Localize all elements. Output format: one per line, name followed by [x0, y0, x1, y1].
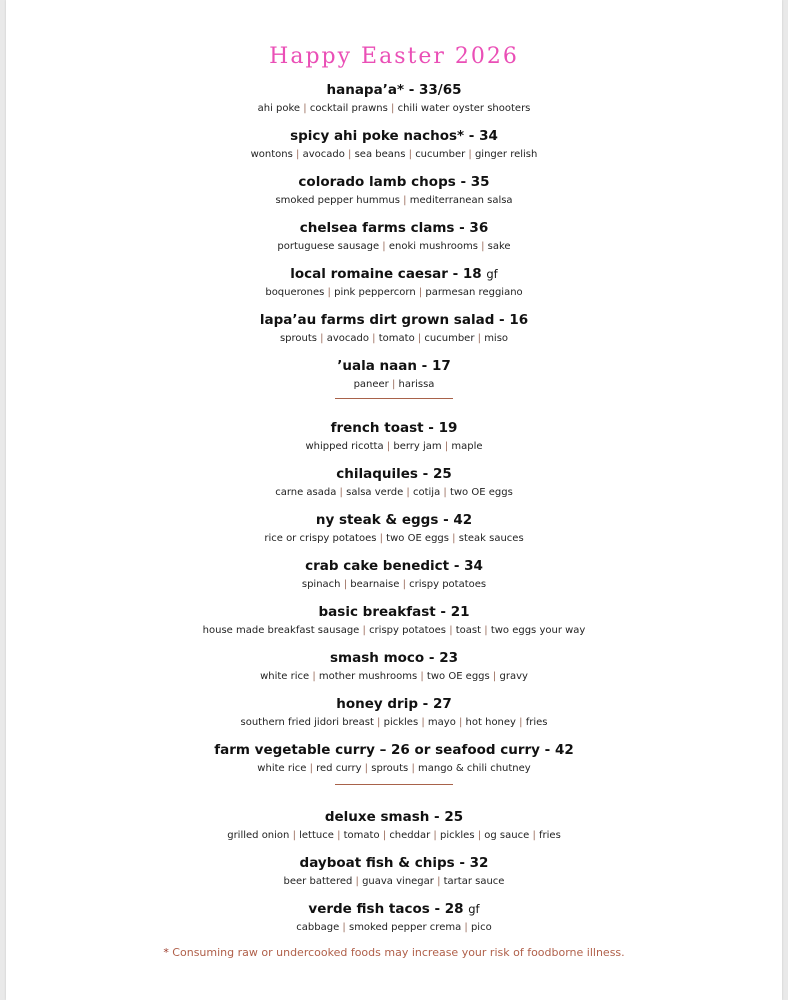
- ingredient: bearnaise: [350, 579, 400, 590]
- ingredient: wontons: [250, 149, 293, 160]
- ingredient-separator: |: [474, 333, 485, 344]
- ingredient: red curry: [316, 763, 362, 774]
- ingredient: mayo: [427, 717, 456, 728]
- ingredient: avocado: [302, 149, 345, 160]
- menu-item: [6, 510, 782, 556]
- menu-item-name: [6, 218, 782, 240]
- ingredient: miso: [484, 333, 509, 344]
- ingredient-separator: |: [465, 149, 475, 160]
- menu-item-name: [6, 80, 782, 102]
- ingredient: toast: [455, 625, 482, 636]
- ingredient: crispy potatoes: [369, 625, 447, 636]
- menu-section-starters: [6, 80, 782, 402]
- ingredient-separator: |: [376, 533, 387, 544]
- menu-item-name: [6, 464, 782, 486]
- menu-item-description: [6, 148, 782, 172]
- ingredient-separator: |: [399, 579, 410, 590]
- ingredient-separator: |: [399, 195, 410, 206]
- ingredient-separator: |: [430, 830, 440, 841]
- ingredient-separator: |: [336, 487, 347, 498]
- ingredient-separator: |: [408, 763, 419, 774]
- ingredient-separator: |: [317, 333, 327, 344]
- ingredient: mother mushrooms: [318, 671, 418, 682]
- ingredient-separator: |: [477, 241, 488, 252]
- ingredient-separator: |: [352, 876, 363, 887]
- ingredient: cotija: [412, 487, 441, 498]
- menu-item: [6, 218, 782, 264]
- ingredient-separator: |: [292, 149, 303, 160]
- menu-item-name: [6, 172, 782, 194]
- menu-list: [6, 80, 782, 945]
- menu-item-description: [6, 532, 782, 556]
- ingredient-separator: |: [359, 625, 370, 636]
- menu-item-title: basic breakfast - 21: [318, 604, 470, 620]
- menu-item: [6, 264, 782, 310]
- ingredient-separator: |: [388, 379, 399, 390]
- ingredient: grilled onion: [227, 830, 290, 841]
- menu-item-description: [6, 440, 782, 464]
- ingredient: pink peppercorn: [334, 287, 416, 298]
- menu-item-name: [6, 807, 782, 829]
- ingredient: sea beans: [354, 149, 406, 160]
- menu-item-description: [6, 762, 782, 786]
- menu-item-description: [6, 332, 782, 356]
- ingredient: mango & chili chutney: [418, 763, 531, 774]
- menu-item-name: [6, 899, 782, 921]
- ingredient-separator: |: [309, 671, 319, 682]
- ingredient: pico: [470, 922, 492, 933]
- ingredient-separator: |: [405, 149, 416, 160]
- ingredient: pickles: [383, 717, 419, 728]
- menu-item-title: dayboat fish & chips - 32: [299, 855, 489, 871]
- menu-item-description: [6, 829, 782, 853]
- ingredient: white rice: [260, 671, 310, 682]
- ingredient: cocktail prawns: [309, 103, 388, 114]
- ingredient: chili water oyster shooters: [397, 103, 531, 114]
- ingredient-separator: |: [417, 671, 427, 682]
- menu-item: [6, 80, 782, 126]
- section-divider: [335, 784, 453, 785]
- ingredient-separator: |: [529, 830, 539, 841]
- ingredient: pickles: [439, 830, 475, 841]
- menu-item-name: [6, 418, 782, 440]
- ingredient: sprouts: [279, 333, 317, 344]
- ingredient: ahi poke: [257, 103, 301, 114]
- menu-item-title: deluxe smash - 25: [324, 809, 464, 825]
- ingredient: gravy: [499, 671, 528, 682]
- ingredient-separator: |: [461, 922, 471, 933]
- gluten-free-tag: gf: [468, 902, 480, 916]
- menu-item: [6, 356, 782, 402]
- ingredient: two OE eggs: [386, 533, 449, 544]
- menu-section-breakfast: [6, 418, 782, 786]
- menu-item-name: [6, 556, 782, 578]
- ingredient-separator: |: [489, 671, 500, 682]
- menu-item-title: chelsea farms clams - 36: [299, 220, 489, 236]
- menu-item: [6, 172, 782, 218]
- menu-item-description: [6, 716, 782, 740]
- ingredient: ginger relish: [474, 149, 538, 160]
- menu-item-description: [6, 194, 782, 218]
- menu-item-title: lapa’au farms dirt grown salad - 16: [259, 312, 529, 328]
- ingredient-separator: |: [373, 717, 384, 728]
- ingredient-separator: |: [289, 830, 300, 841]
- ingredient: smoked pepper crema: [348, 922, 462, 933]
- ingredient-separator: |: [306, 763, 317, 774]
- ingredient-separator: |: [515, 717, 526, 728]
- ingredient-separator: |: [379, 830, 390, 841]
- ingredient: og sauce: [484, 830, 530, 841]
- menu-item-title: hanapa’a* - 33/65: [326, 82, 462, 98]
- ingredient: tomato: [343, 830, 380, 841]
- menu-item-description: [6, 875, 782, 899]
- ingredient-separator: |: [369, 333, 379, 344]
- ingredient: two eggs your way: [490, 625, 586, 636]
- ingredient: berry jam: [393, 441, 442, 452]
- footnote-asterisk: *: [163, 946, 169, 959]
- menu-item-name: [6, 648, 782, 670]
- menu-item-description: [6, 624, 782, 648]
- ingredient-separator: |: [339, 922, 349, 933]
- ingredient: lettuce: [299, 830, 334, 841]
- menu-item: [6, 694, 782, 740]
- menu-item-title: ’uala naan - 17: [337, 358, 451, 374]
- ingredient-separator: |: [418, 717, 428, 728]
- ingredient: mediterranean salsa: [409, 195, 513, 206]
- ingredient: fries: [525, 717, 548, 728]
- menu-item: [6, 740, 782, 786]
- ingredient: avocado: [326, 333, 369, 344]
- ingredient: portuguese sausage: [277, 241, 380, 252]
- ingredient: harissa: [398, 379, 435, 390]
- menu-item: [6, 464, 782, 510]
- menu-item-name: [6, 740, 782, 762]
- ingredient-separator: |: [300, 103, 310, 114]
- ingredient-separator: |: [383, 441, 394, 452]
- ingredient: spinach: [301, 579, 341, 590]
- ingredient: two OE eggs: [426, 671, 490, 682]
- menu-item-title: chilaquiles - 25: [336, 466, 452, 482]
- section-divider: [335, 398, 453, 399]
- ingredient-separator: |: [449, 533, 459, 544]
- menu-item: [6, 418, 782, 464]
- ingredient: boquerones: [265, 287, 325, 298]
- ingredient: hot honey: [465, 717, 516, 728]
- ingredient: salsa verde: [346, 487, 404, 498]
- ingredient-separator: |: [433, 876, 444, 887]
- menu-item: [6, 899, 782, 945]
- ingredient: fries: [539, 830, 561, 841]
- menu-item-title: honey drip - 27: [336, 696, 452, 712]
- menu-item-title: smash moco - 23: [330, 650, 458, 666]
- ingredient: cucumber: [415, 149, 466, 160]
- ingredient: crispy potatoes: [409, 579, 487, 590]
- menu-item-description: [6, 240, 782, 264]
- ingredient-separator: |: [474, 830, 485, 841]
- menu-item-title: farm vegetable curry – 26 or seafood curry - 42: [214, 742, 574, 758]
- ingredient-separator: |: [361, 763, 372, 774]
- menu-item-title: ny steak & eggs - 42: [315, 512, 473, 528]
- ingredient: beer battered: [283, 876, 353, 887]
- ingredient: southern fried jidori breast: [240, 717, 374, 728]
- ingredient-separator: |: [414, 333, 425, 344]
- menu-item-title: colorado lamb chops - 35: [298, 174, 490, 190]
- ingredient-separator: |: [455, 717, 466, 728]
- menu-item-name: [6, 310, 782, 332]
- ingredient-separator: |: [379, 241, 389, 252]
- ingredient: tomato: [378, 333, 415, 344]
- ingredient: house made breakfast sausage: [202, 625, 360, 636]
- menu-item-name: [6, 510, 782, 532]
- ingredient: carne asada: [275, 487, 337, 498]
- menu-item-description: [6, 578, 782, 602]
- menu-item: [6, 556, 782, 602]
- menu-item-name: [6, 264, 782, 286]
- ingredient: cucumber: [424, 333, 475, 344]
- menu-item: [6, 602, 782, 648]
- menu-item-title: local romaine caesar - 18: [290, 266, 482, 282]
- ingredient: sake: [487, 241, 511, 252]
- menu-item-description: [6, 921, 782, 945]
- ingredient: white rice: [257, 763, 307, 774]
- ingredient: enoki mushrooms: [388, 241, 478, 252]
- ingredient: smoked pepper hummus: [275, 195, 400, 206]
- page-title: Happy Easter 2026: [269, 44, 519, 69]
- ingredient: whipped ricotta: [305, 441, 384, 452]
- menu-item-name: [6, 853, 782, 875]
- menu-item-title: verde fish tacos - 28: [308, 901, 464, 917]
- menu-item-description: [6, 286, 782, 310]
- menu-item: [6, 648, 782, 694]
- menu-item: [6, 853, 782, 899]
- ingredient-separator: |: [344, 149, 355, 160]
- menu-item-name: [6, 602, 782, 624]
- ingredient: paneer: [353, 379, 389, 390]
- ingredient: cheddar: [389, 830, 431, 841]
- ingredient-separator: |: [333, 830, 344, 841]
- footnote-text: Consuming raw or undercooked foods may increase your risk of foodborne illness.: [168, 946, 625, 959]
- ingredient: rice or crispy potatoes: [264, 533, 377, 544]
- ingredient: guava vinegar: [362, 876, 434, 887]
- ingredient-separator: |: [441, 441, 452, 452]
- ingredient: sprouts: [371, 763, 409, 774]
- menu-item-title: french toast - 19: [330, 420, 458, 436]
- ingredient-separator: |: [340, 579, 351, 590]
- ingredient-separator: |: [324, 287, 335, 298]
- menu-item: [6, 310, 782, 356]
- ingredient: tartar sauce: [443, 876, 505, 887]
- ingredient-separator: |: [415, 287, 426, 298]
- gluten-free-tag: gf: [486, 267, 498, 281]
- menu-item: [6, 126, 782, 172]
- ingredient-separator: |: [446, 625, 456, 636]
- menu-item: [6, 807, 782, 853]
- menu-item-description: [6, 102, 782, 126]
- ingredient-separator: |: [481, 625, 491, 636]
- ingredient-separator: |: [440, 487, 450, 498]
- menu-item-name: [6, 356, 782, 378]
- menu-item-title: spicy ahi poke nachos* - 34: [290, 128, 498, 144]
- ingredient-separator: |: [403, 487, 413, 498]
- ingredient: maple: [451, 441, 483, 452]
- ingredient: two OE eggs: [449, 487, 513, 498]
- foodborne-illness-footnote: [6, 946, 782, 959]
- menu-section-mains: [6, 807, 782, 945]
- menu-item-name: [6, 694, 782, 716]
- menu-item-title: crab cake benedict - 34: [305, 558, 483, 574]
- menu-item-description: [6, 486, 782, 510]
- menu-item-name: [6, 126, 782, 148]
- ingredient: cabbage: [296, 922, 340, 933]
- ingredient: steak sauces: [458, 533, 524, 544]
- ingredient-separator: |: [387, 103, 398, 114]
- ingredient: parmesan reggiano: [425, 287, 523, 298]
- menu-item-description: [6, 670, 782, 694]
- menu-page: [6, 0, 782, 1000]
